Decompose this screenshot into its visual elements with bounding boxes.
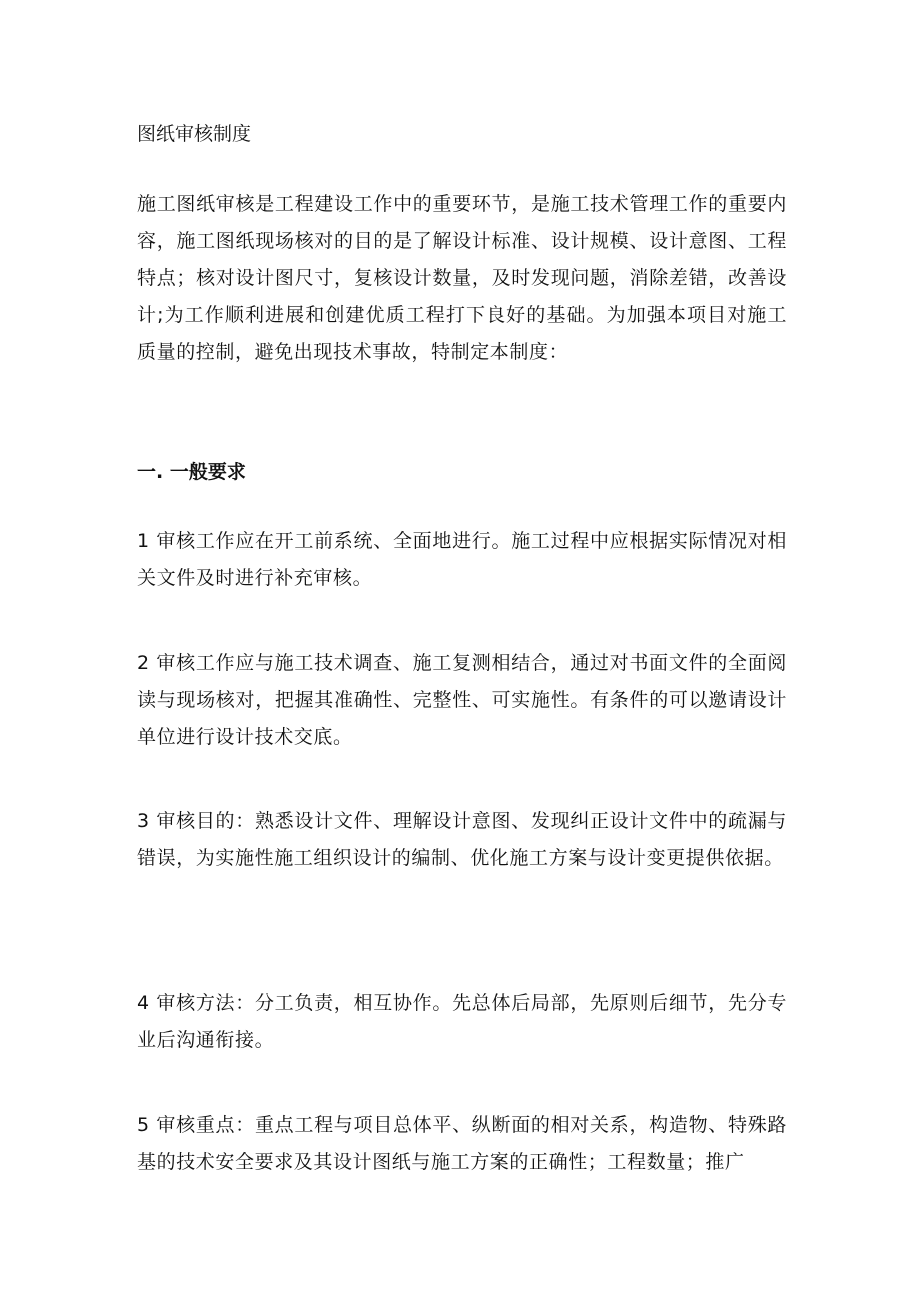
section-heading: 一. 一般要求 (137, 461, 246, 483)
requirement-item-1: 1 审核工作应在开工前系统、全面地进行。施工过程中应根据实际情况对相关文件及时进行补充审核。 (137, 530, 787, 589)
requirement-item-2: 2 审核工作应与施工技术调查、施工复测相结合，通过对书面文件的全面阅读与现场核对，把握其准确性、完整性、可实施性。有条件的可以邀请设计单位进行设计技术交底。 (137, 652, 787, 748)
requirement-item-3: 3 审核目的：熟悉设计文件、理解设计意图、发现纠正设计文件中的疏漏与错误，为实施性施工组织设计的编制、优化施工方案与设计变更提供依据。 (137, 810, 787, 869)
requirement-item-4: 4 审核方法：分工负责，相互协作。先总体后局部，先原则后细节，先分专业后沟通衔接。 (137, 992, 787, 1051)
document-title: 图纸审核制度 (137, 123, 252, 145)
requirement-item-5: 5 审核重点：重点工程与项目总体平、纵断面的相对关系，构造物、特殊路基的技术安全要求及其设计图纸与施工方案的正确性；工程数量；推广 (137, 1114, 787, 1173)
intro-paragraph: 施工图纸审核是工程建设工作中的重要环节，是施工技术管理工作的重要内容，施工图纸现场核对的目的是了解设计标准、设计规模、设计意图、工程特点；核对设计图尺寸，复核设计数量，及时发现问题，消除差错，改善设计;为工作顺利进展和创建优质工程打下良好的基础。为加强本项目对施工质量的控制，避免出现技术事故，特制定本制度： (137, 193, 787, 363)
